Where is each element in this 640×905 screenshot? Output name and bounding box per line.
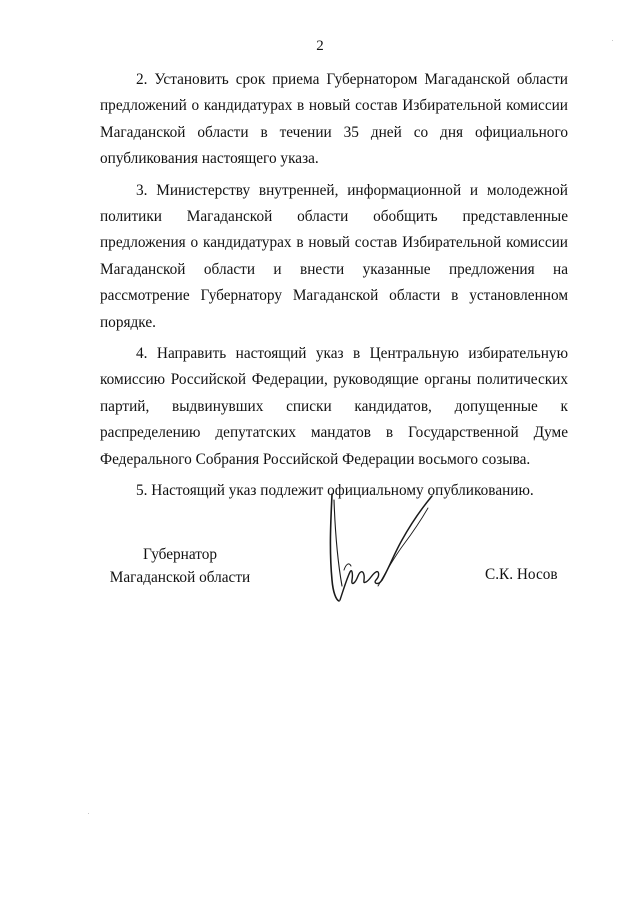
scan-artifact [612, 40, 613, 41]
paragraph-3: 3. Министерству внутренней, информационной и молодежной политики Магаданской области обобщить представленные предложения о кандидатурах в новый состав Избирательной комиссии Магаданской области и внести указанные предложения на рассмотрение Губернатору Магаданской области в установленном порядке. [100, 181, 568, 331]
signer-position [92, 543, 268, 589]
paragraph-4: 4. Направить настоящий указ в Центральную избирательную комиссию Российской Федерации, руководящие органы политических партий, выдвинувших списки кандидатов, допущенные к распределению депутатских мандатов в Государственной Думе Федерального Собрания Российской Федерации восьмого созыва. [100, 345, 568, 468]
page-number: 2 [316, 38, 324, 54]
paragraph-2: 2. Установить срок приема Губернатором Магаданской области предложений о кандидатурах в новый состав Избирательной комиссии Магаданской области в течении 35 дней со дня официального опубликования настоящего указа. [100, 71, 568, 168]
scan-artifact [88, 813, 89, 814]
signer-name: С.К. Носов [485, 566, 558, 583]
paragraph-5: 5. Настоящий указ подлежит официальному опубликованию. [136, 482, 534, 500]
signer-position-line-1: Губернатор [142, 546, 218, 563]
handwritten-signature-icon [318, 488, 448, 606]
signer-position-line-2: Магаданской области [109, 569, 251, 586]
